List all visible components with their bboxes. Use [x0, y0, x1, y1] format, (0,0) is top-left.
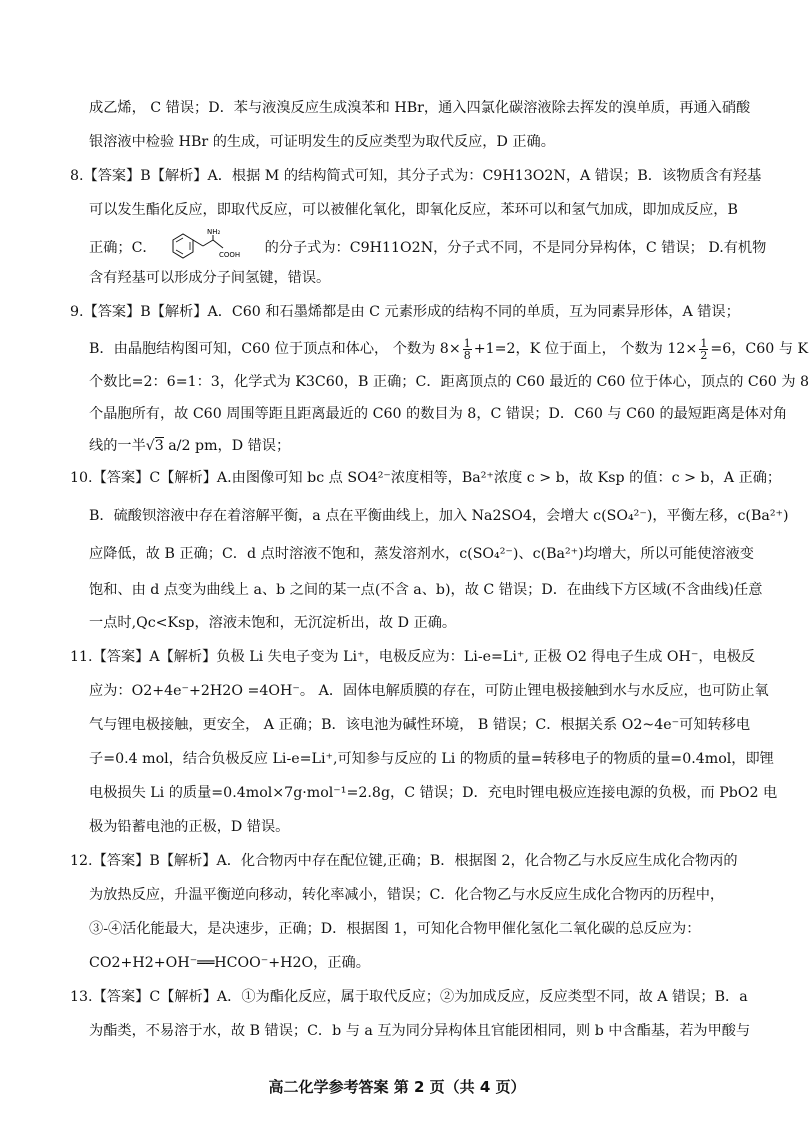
text-line: 饱和、由 d 点变为曲线上 a、b 之间的某一点(不含 a、b)，故 C 错误；D．在曲线下方区域(不含曲线)任意 — [89, 582, 763, 598]
text-span: 的分子式为：C9H11O2N，分子式不同，不是同分异构体，C 错误； D.有机物 — [264, 240, 767, 256]
cooh-label: COOH — [218, 251, 240, 259]
text-line: 成乙烯， C 错误；D．苯与液溴反应生成溴苯和 HBr，通入四氯化碳溶液除去挥发的溴单质，再通入硝酸 — [89, 100, 751, 116]
text-line: 可以发生酯化反应，即取代反应，可以被催化氧化，即氧化反应，苯环可以和氢气加成，即加成反应，B — [89, 202, 738, 218]
text-line: 个晶胞所有，故 C60 周围等距且距离最近的 C60 的数目为 8，C 错误；D．C60 与 C60 的最短距离是体对角 — [89, 406, 788, 422]
text-line: 为酯类，不易溶于水，故 B 错误；C．b 与 a 互为同分异构体且官能团相同，则 b 中含酯基，若为甲酸与 — [89, 1023, 751, 1039]
text-line: 9.【答案】B【解析】A．C60 和石墨烯都是由 C 元素形成的结构不同的单质，互为同素异形体，A 错误； — [70, 304, 740, 320]
fraction-denominator: 8 — [463, 348, 471, 362]
text-span: B．由晶胞结构图可知，C60 位于顶点和体心， 个数为 8× — [89, 341, 461, 357]
nh2-label: NH₂ — [206, 228, 220, 236]
text-line: ③-④活化能最大，是决速步，正确；D．根据图 1，可知化合物甲催化氢化二氧化碳的总反应为： — [89, 921, 701, 937]
text-span: a/2 pm，D 错误； — [163, 438, 291, 454]
text-line: CO2+H2+OH⁻══HCOO⁻+H2O，正确。 — [89, 955, 370, 971]
page-footer: 高二化学参考答案 第 2 页（共 4 页） — [268, 1078, 526, 1096]
text-span: 正确；C． — [89, 240, 157, 256]
text-line: 银溶液中检验 HBr 的生成，可证明发生的反应类型为取代反应，D 正确。 — [89, 134, 555, 150]
structure-svg — [161, 228, 261, 268]
text-line: 应为：O2+4e⁻+2H2O =4OH⁻。 A．固体电解质膜的存在，可防止锂电极接触到水与水反应，也可防止氧 — [89, 683, 769, 699]
text-line: 12.【答案】B【解析】A．化合物丙中存在配位键,正确；B．根据图 2，化合物乙与水反应生成化合物丙的 — [70, 853, 738, 869]
sqrt-icon: √ — [145, 438, 155, 454]
text-span: =6，C60 与 K — [710, 341, 809, 357]
text-line-with-structure — [89, 228, 767, 262]
chain-bond — [193, 240, 203, 246]
phenylalanine-structure-diagram — [161, 228, 261, 268]
text-line: 个数比=2：6=1：3，化学式为 K3C60，B 正确；C．距离顶点的 C60 最近的 C60 位于体心，顶点的 C60 为 8 — [89, 374, 809, 390]
text-span: +1=2，K 位于面上， 个数为 12× — [473, 341, 698, 357]
text-line: B．硫酸钡溶液中存在着溶解平衡，a 点在平衡曲线上，加入 Na2SO4，会增大 c(SO₄²⁻)，平衡左移，c(Ba²⁺) — [89, 508, 789, 524]
sqrt-argument: 3 — [154, 438, 164, 454]
text-line: 气与锂电极接触，更安全， A 正确；B．该电池为碱性环境， B 错误；C．根据关系 O2~4e⁻可知转移电 — [89, 717, 751, 733]
fraction-numerator: 1 — [463, 336, 471, 350]
text-line: 极为铅蓄电池的正极，D 错误。 — [89, 819, 290, 835]
text-line-with-fraction — [89, 334, 809, 364]
text-line — [89, 436, 709, 456]
ring-bond — [176, 238, 183, 242]
chain-bond — [213, 240, 223, 248]
text-line: 应降低，故 B 正确；C．d 点时溶液不饱和，蒸发溶剂水，c(SO₄²⁻)、c(Ba²⁺)均增大，所以可能使溶液变 — [89, 546, 754, 562]
text-line: 含有羟基可以形成分子间氢键，错误。 — [89, 270, 331, 286]
fraction — [463, 338, 472, 361]
text-line: 电极损失 Li 的质量=0.4mol×7g·mol⁻¹=2.8g，C 错误；D．充电时锂电极应连接电源的负极，而 PbO2 电 — [89, 785, 778, 801]
text-line: 10.【答案】C【解析】A.由图像可知 bc 点 SO4²⁻浓度相等，Ba²⁺浓度 c > b，故 Ksp 的值：c > b，A 正确； — [70, 470, 782, 486]
text-line: 13.【答案】C【解析】A．①为酯化反应，属于取代反应；②为加成反应，反应类型不同，故 A 错误；B．a — [70, 989, 748, 1005]
fraction — [699, 338, 708, 361]
text-line: 一点时,Qc<Ksp，溶液未饱和，无沉淀析出，故 D 正确。 — [89, 615, 457, 631]
fraction-denominator: 2 — [700, 348, 708, 362]
ring-bond — [176, 250, 183, 254]
text-span: 线的一半 — [89, 438, 146, 454]
text-line: 11.【答案】A【解析】负极 Li 失电子变为 Li⁺，电极反应为：Li-e=Li⁺, 正极 O2 得电子生成 OH⁻，电极反 — [70, 649, 756, 665]
text-line: 8.【答案】B【解析】A．根据 M 的结构简式可知，其分子式为：C9H13O2N，A 错误；B．该物质含有羟基 — [70, 168, 762, 184]
chain-bond — [203, 240, 213, 246]
fraction-numerator: 1 — [700, 336, 708, 350]
text-line: 为放热反应，升温平衡逆向移动，转化率减小，错误；C．化合物乙与水反应生成化合物丙的历程中， — [89, 887, 725, 903]
text-line: 子=0.4 mol，结合负极反应 Li-e=Li⁺,可知参与反应的 Li 的物质的量=转移电子的物质的量=0.4mol，即锂 — [89, 751, 774, 767]
